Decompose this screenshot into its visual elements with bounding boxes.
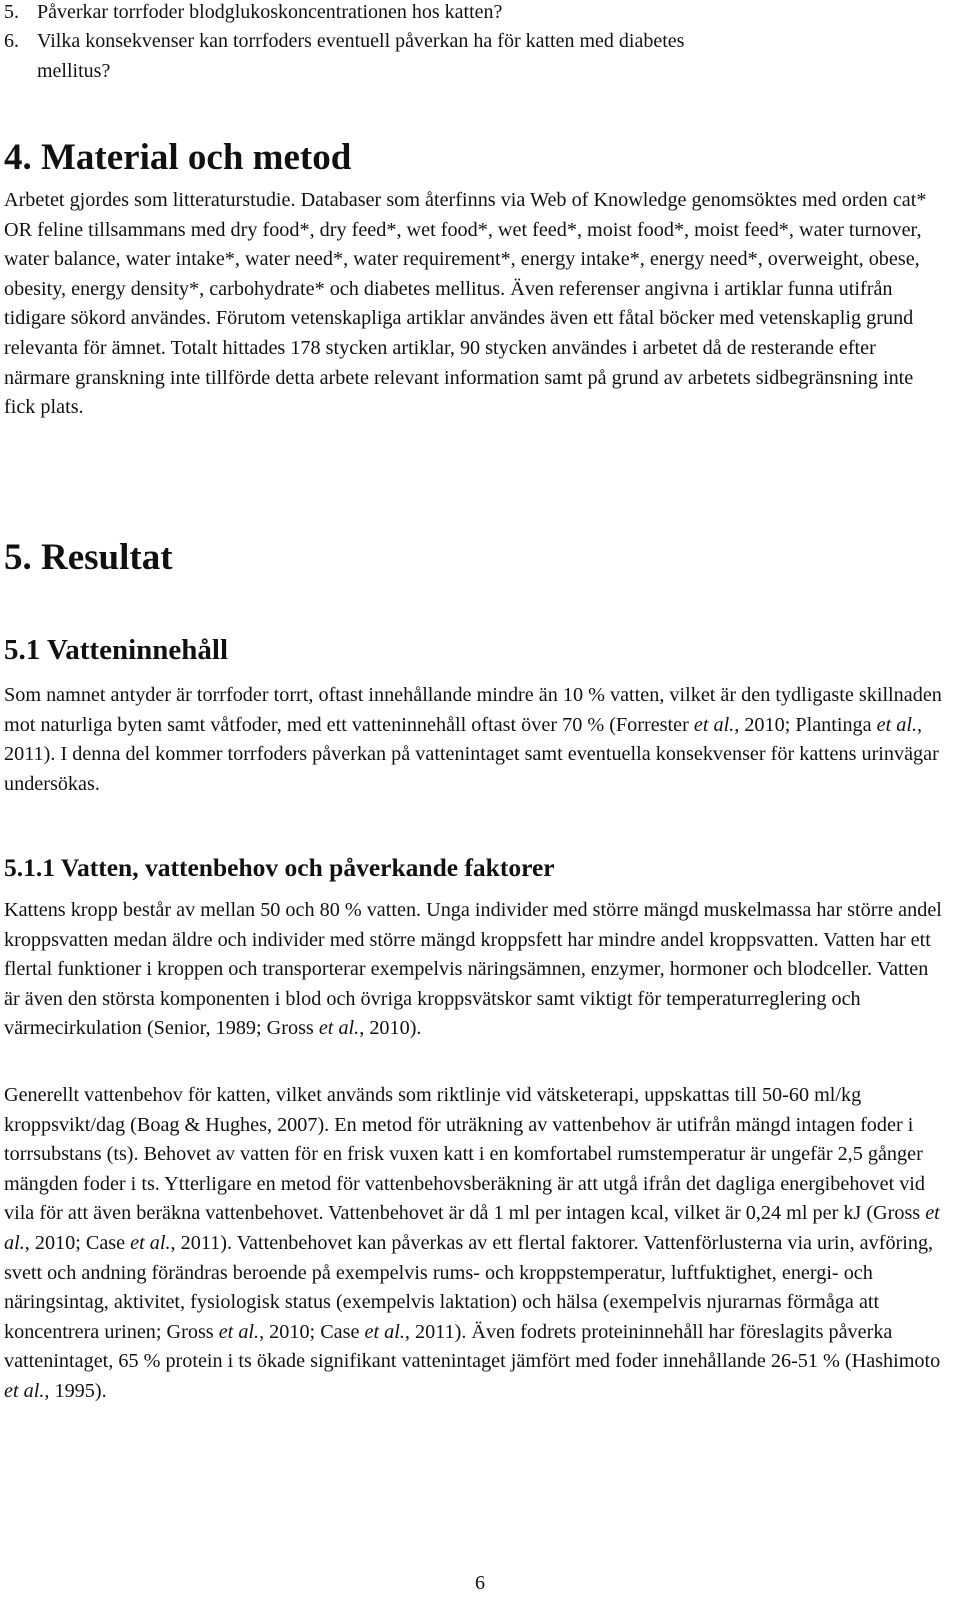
citation-etal: et al.	[218, 1320, 260, 1343]
question-item-6	[4, 26, 927, 86]
text-run: Som namnet antyder är torrfoder torrt, oftast innehållande mindre än 10 % vatten, vilket är den tydligaste skillnaden mot naturliga byten samt våtfoder, med ett vatteninnehåll oftast över 70 % (Forrester	[4, 684, 942, 736]
text-run: Generellt vattenbehov för katten, vilket används som riktlinje vid vätsketerapi, uppskattas till 50-60 ml/kg kroppsvikt/dag (Boag & Hughes, 2007). En metod för uträkning av vattenbehov är utifrån mängd intagen foder i torrsubstans (ts). Behovet av vatten för en frisk vuxen katt i en komfortabel rumstemperatur är ungefär 2,5 gånger mängden foder i ts. Ytterligare en metod för vattenbehovsberäkning är att utgå ifrån det dagliga energibehovet vid vila för att även beräkna vattenbehovet. Vattenbehovet är då 1 ml per intagen kcal, vilket är 0,24 ml per kJ (Gross	[4, 1084, 926, 1225]
section-heading-material-metod: 4. Material och metod	[4, 137, 352, 178]
section-511-body-2	[4, 1081, 942, 1407]
section-511-body-1	[4, 896, 942, 1044]
citation-etal: et al.	[876, 713, 918, 736]
text-run: , 2010).	[359, 1017, 422, 1040]
question-number: 6.	[4, 30, 19, 52]
subsubsection-heading-vattenbehov: 5.1.1 Vatten, vattenbehov och påverkande faktorer	[4, 853, 555, 882]
page-number: 6	[475, 1572, 485, 1594]
paragraph-method: Arbetet gjordes som litteraturstudie. Databaser som återfinns via Web of Knowledge genomsöktes med orden cat* OR feline tillsammans med dry food*, dry feed*, wet food*, wet feed*, moist food*, moist feed*, water turnover, water balance, water intake*, water need*, water requirement*, energy intake*, energy need*, overweight, obese, obesity, energy density*, carbohydrate* och diabetes mellitus. Även referenser angivna i artiklar funna utifrån tidigare sökord användes. Förutom vetenskapliga artiklar användes även ett fåtal böcker med vetenskaplig grund relevanta för ämnet. Totalt hittades 178 stycken artiklar, 90 stycken användes i arbetet då de resterande efter närmare granskning inte tillförde detta arbete relevant information samt på grund av arbetets sidbegränsning inte fick plats.	[4, 189, 927, 419]
question-number: 5.	[4, 1, 19, 23]
text-run: , 2010; Case	[259, 1320, 365, 1343]
paragraph-vattenbehov	[4, 1081, 942, 1407]
text-run: , 2011). Vattenbehovet kan påverkas av ett flertal faktorer. Vattenförlusterna via urin, avföring, svett och andning förändras beroende på exempelvis rums- och kroppstemperatur, luftfuktighet, energi- och näringsintag, aktivitet, fysiologisk status (exempelvis laktation) och hälsa (exempelvis njurarnas förmåga att koncentrera urinen; Gross	[4, 1231, 934, 1343]
paragraph-kroppsvatten	[4, 896, 942, 1044]
text-run: Kattens kropp består av mellan 50 och 80 % vatten. Unga individer med större mängd muskelmassa har större andel kroppsvatten medan äldre och individer med större mängd kroppsfett har mindre andel kroppsvatten. Vatten har ett flertal funktioner i kroppen och transporterar exempelvis näringsämnen, enzymer, hormoner och blodceller. Vatten är även den största komponenten i blod och övriga kroppsvätskor samt viktigt för temperaturreglering och värmecirkulation (Senior, 1989; Gross	[4, 899, 942, 1040]
citation-etal: et al.	[4, 1202, 940, 1254]
text-run: , 2011). Även fodrets proteininnehåll har föreslagits påverka vattenintaget, 65 % protein i ts ökade signifikant vattenintaget jämfört med foder innehållande 26-51 % (Hashimoto	[4, 1320, 941, 1373]
text-run: , 2010; Plantinga	[734, 713, 877, 736]
subsection-heading-vatteninnehall: 5.1 Vatteninnehåll	[4, 634, 228, 666]
question-text-line: mellitus?	[37, 60, 111, 82]
question-text-line: Vilka konsekvenser kan torrfoders eventuell påverkan ha för katten med diabetes	[37, 30, 685, 52]
citation-etal: et al.	[130, 1231, 171, 1254]
question-text: Påverkar torrfoder blodglukoskoncentrationen hos katten?	[37, 1, 503, 23]
question-text	[37, 26, 927, 86]
section-51-body	[4, 681, 942, 799]
paragraph-vatteninnehall	[4, 681, 942, 799]
question-item-5	[4, 0, 927, 27]
text-run: , 1995).	[44, 1379, 107, 1402]
section-4-body	[4, 186, 942, 423]
section-heading-resultat: 5. Resultat	[4, 537, 173, 578]
citation-etal: et al.	[693, 713, 735, 736]
text-run: , 2010; Case	[24, 1231, 131, 1254]
text-run: , 2011). I denna del kommer torrfoders påverkan på vattenintaget samt eventuella konsekvenser för kattens urinvägar undersökas.	[4, 713, 939, 795]
citation-etal: et al.	[364, 1320, 405, 1343]
citation-etal: et al.	[318, 1017, 360, 1040]
citation-etal: et al.	[4, 1379, 45, 1402]
